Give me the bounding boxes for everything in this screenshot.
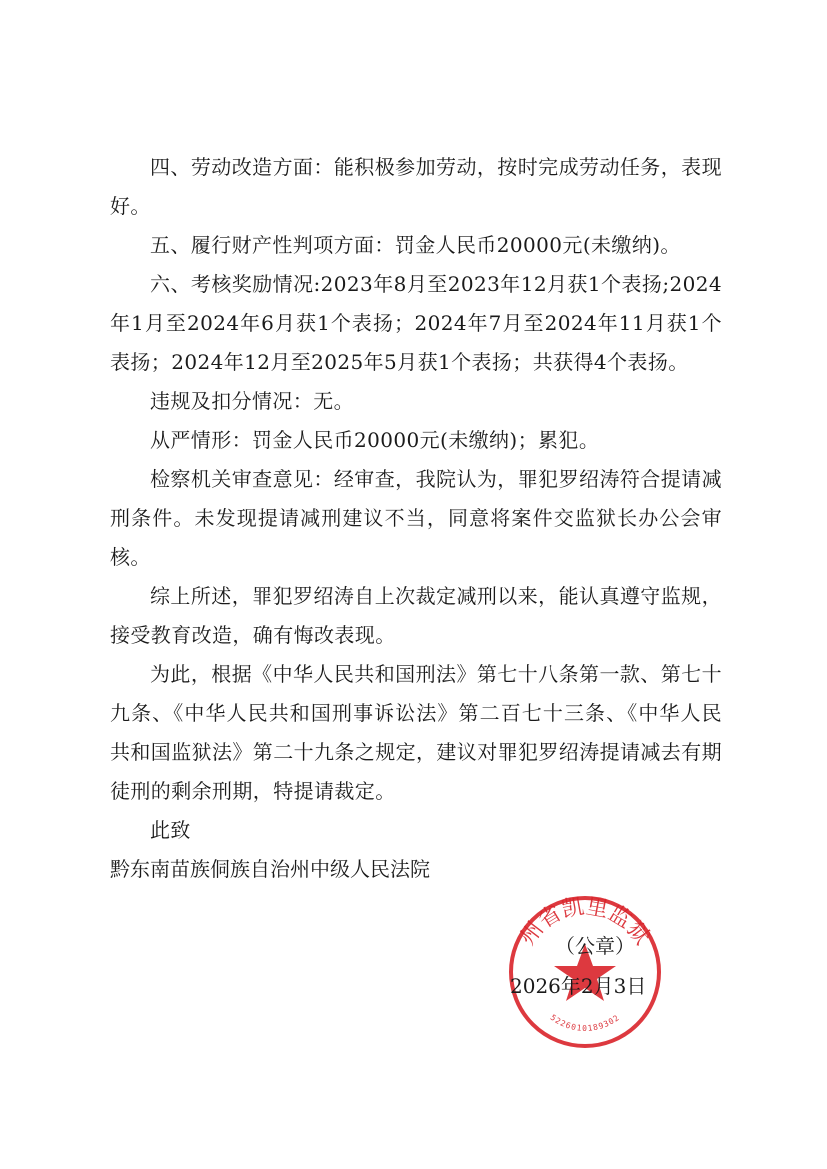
paragraph-salutation: 此致 [150, 818, 191, 842]
paragraph-property: 五、履行财产性判项方面：罚金人民币20000元(未缴纳)。 [150, 233, 681, 257]
paragraph-rewards: 六、考核奖励情况:2023年8月至2023年12月获1个表扬;2024年1月至2024年6月获1个表扬；2024年7月至2024年11月获1个表扬；2024年12月至2025年5月获1个表扬；共获得4个表扬。 [110, 272, 722, 374]
paragraph-violations: 违规及扣分情况：无。 [150, 389, 354, 413]
paragraph-summary: 综上所述，罪犯罗绍涛自上次裁定减刑以来，能认真遵守监规，接受教育改造，确有悔改表现。 [110, 584, 722, 647]
svg-text:5226010189302 [549, 1013, 622, 1033]
seal-name-text: 州省凯里监狱 [515, 894, 655, 951]
seal-label: （公章） [555, 934, 635, 958]
paragraph-labor: 四、劳动改造方面：能积极参加劳动，按时完成劳动任务，表现好。 [110, 155, 722, 218]
document-body [110, 148, 722, 889]
paragraph-aggravating: 从严情形：罚金人民币20000元(未缴纳)；累犯。 [150, 428, 600, 452]
document-date: 2026年2月3日 [510, 974, 647, 998]
paragraph-legal-basis: 为此，根据《中华人民共和国刑法》第七十八条第一款、第七十九条、《中华人民共和国刑事诉讼法》第二百七十三条、《中华人民共和国监狱法》第二十九条之规定，建议对罪犯罗绍涛提请减去有期徒刑的剩余刑期，特提请裁定。 [110, 662, 722, 803]
paragraph-procuratorate: 检察机关审查意见：经审查，我院认为，罪犯罗绍涛符合提请减刑条件。未发现提请减刑建议不当，同意将案件交监狱长办公会审核。 [110, 467, 722, 569]
signature-block [500, 890, 690, 1050]
addressee: 黔东南苗族侗族自治州中级人民法院 [110, 857, 430, 881]
seal-code-text: 5226010189302 [548, 1012, 622, 1033]
